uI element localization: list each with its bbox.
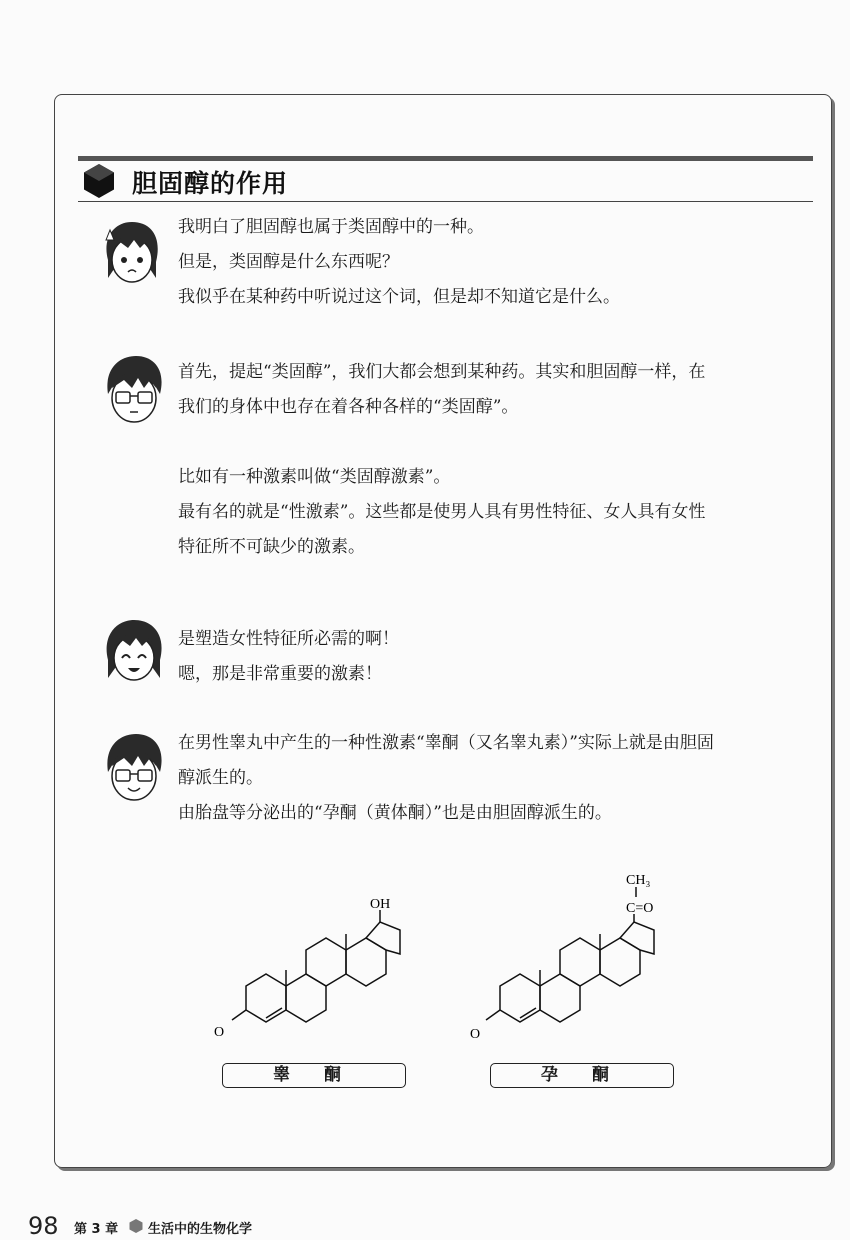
boy-avatar-glasses (102, 354, 166, 426)
girl-avatar-confused (100, 218, 164, 290)
chapter-label: 第 3 章 (74, 1222, 119, 1237)
oh-label: OH (370, 897, 391, 912)
dialogue-block-2 (178, 355, 705, 425)
progesterone-structure (460, 870, 680, 1046)
header-rule-top (78, 156, 813, 161)
hexagon-icon (80, 162, 118, 200)
page-number: 98 (28, 1212, 59, 1240)
progesterone-caption: 孕 酮 (490, 1063, 674, 1088)
section-title: 胆固醇的作用 (132, 169, 289, 198)
dialogue-line: 在男性睾丸中产生的一种性激素“睾酮（又名睾丸素）”实际上就是由胆固 (178, 733, 714, 753)
testosterone-caption: 睾 酮 (222, 1063, 406, 1088)
dialogue-line: 比如有一种激素叫做“类固醇激素”。 (178, 467, 451, 487)
dialogue-line: 最有名的就是“性激素”。这些都是使男人具有男性特征、女人具有女性 (178, 502, 706, 522)
o-label: O (470, 1027, 481, 1042)
dialogue-line: 由胎盘等分泌出的“孕酮（黄体酮）”也是由胆固醇派生的。 (178, 803, 612, 823)
dialogue-block-1 (178, 210, 620, 315)
co-label: C=O (626, 901, 654, 916)
o-label: O (214, 1025, 225, 1040)
dialogue-block-4 (178, 622, 399, 692)
hexagon-bullet-icon (128, 1218, 144, 1234)
dialogue-block-3 (178, 460, 705, 565)
dialogue-block-5 (178, 726, 714, 831)
testosterone-structure (206, 896, 416, 1046)
dialogue-line: 我似乎在某种药中听说过这个词，但是却不知道它是什么。 (178, 287, 620, 307)
chapter-title: 生活中的生物化学 (148, 1222, 253, 1237)
dialogue-line: 但是，类固醇是什么东西呢？ (178, 252, 399, 272)
dialogue-line: 是塑造女性特征所必需的啊！ (178, 629, 399, 649)
header-rule-bottom (78, 201, 813, 202)
ch3-label: CH₃ (626, 873, 651, 888)
dialogue-line: 首先，提起“类固醇”，我们大都会想到某种药。其实和胆固醇一样，在 (178, 362, 706, 382)
section-header (78, 152, 813, 206)
boy-avatar-smiling (102, 732, 166, 804)
dialogue-line: 嗯，那是非常重要的激素！ (178, 664, 382, 684)
dialogue-line: 醇派生的。 (178, 768, 263, 788)
girl-avatar-happy (102, 616, 166, 688)
dialogue-line: 特征所不可缺少的激素。 (178, 537, 365, 557)
dialogue-line: 我们的身体中也存在着各种各样的“类固醇”。 (178, 397, 519, 417)
dialogue-line: 我明白了胆固醇也属于类固醇中的一种。 (178, 217, 484, 237)
